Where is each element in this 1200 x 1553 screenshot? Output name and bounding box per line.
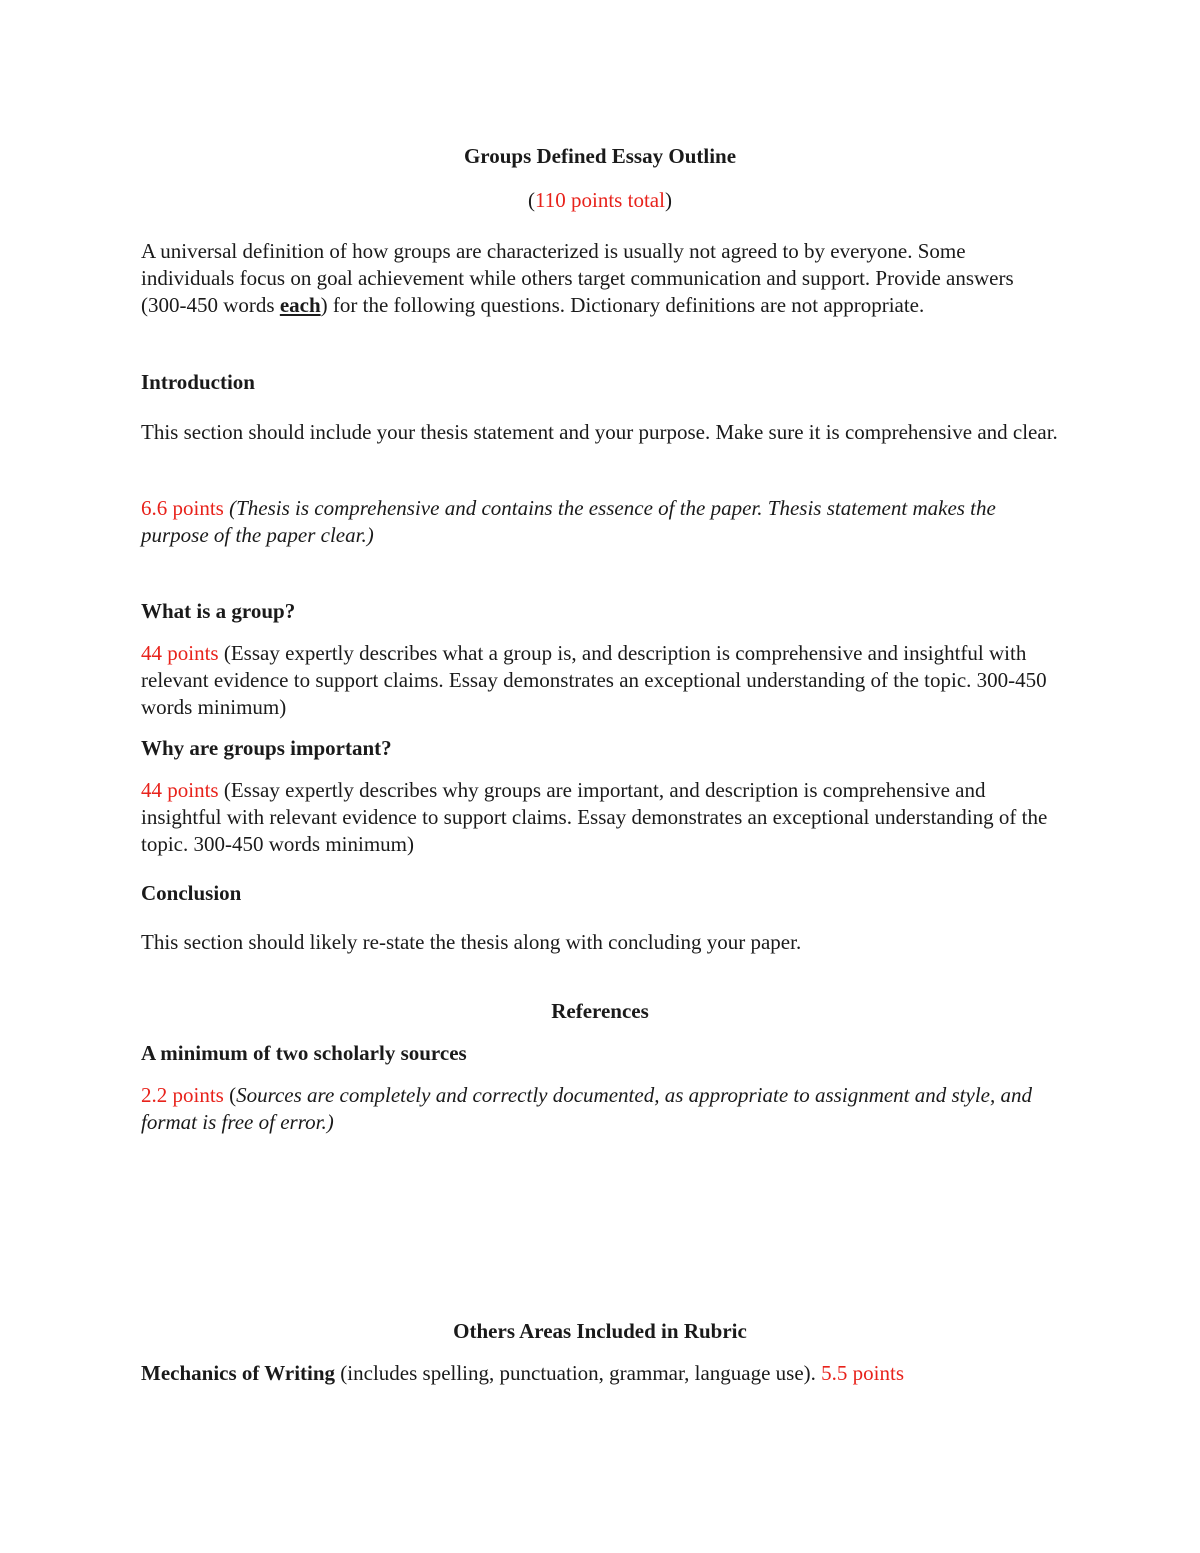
references-subheading: A minimum of two scholarly sources: [141, 1041, 467, 1065]
other-areas-heading: Others Areas Included in Rubric: [453, 1319, 747, 1343]
total-open-paren: (: [528, 188, 536, 212]
intro-paragraph: [141, 238, 1061, 319]
total-points-value: 110 points total: [535, 188, 665, 212]
references-rubric: [141, 1082, 1061, 1136]
references-heading: References: [551, 999, 649, 1023]
conclusion-body: This section should likely re-state the thesis along with concluding your paper.: [141, 930, 802, 954]
mechanics-description: (includes spelling, punctuation, grammar, language use).: [335, 1361, 822, 1385]
references-criteria: Sources are completely and correctly documented, as appropriate to assignment and style, and format is free of error.): [141, 1083, 1032, 1134]
what-is-group-criteria: (Essay expertly describes what a group is, and description is comprehensive and insightful with relevant evidence to support claims. Essay demonstrates an exceptional understanding of the topic. 300-450 words minimum): [141, 641, 1047, 719]
introduction-rubric: [141, 495, 1061, 549]
why-important-heading: Why are groups important?: [141, 736, 392, 760]
total-close-paren: ): [664, 188, 672, 212]
introduction-heading: Introduction: [141, 370, 255, 394]
mechanics-rubric: [141, 1360, 1141, 1387]
total-points: [0, 187, 1200, 214]
mechanics-label: Mechanics of Writing: [141, 1361, 336, 1385]
why-important-points: 44 points: [141, 778, 219, 802]
what-is-group-rubric: [141, 640, 1061, 721]
references-points: 2.2 points: [141, 1083, 224, 1107]
intro-paragraph-text-before: A universal definition of how groups are characterized is usually not agreed to by everyone. Some individuals focus on goal achievement while others target communication and support. Provide answers (300-450 words: [141, 239, 1014, 317]
intro-paragraph-emphasis: each: [279, 293, 321, 317]
what-is-group-heading: What is a group?: [141, 599, 296, 623]
conclusion-heading: Conclusion: [141, 881, 242, 905]
introduction-points: 6.6 points: [141, 496, 224, 520]
introduction-body: This section should include your thesis statement and your purpose. Make sure it is comprehensive and clear.: [141, 420, 1058, 444]
why-important-criteria: (Essay expertly describes why groups are important, and description is comprehensive and insightful with relevant evidence to support claims. Essay demonstrates an exceptional understanding of the topic. 300-450 words minimum): [141, 778, 1048, 856]
mechanics-points: 5.5 points: [821, 1361, 904, 1385]
what-is-group-points: 44 points: [141, 641, 219, 665]
document-title: Groups Defined Essay Outline: [463, 144, 737, 168]
introduction-criteria: (Thesis is comprehensive and contains the essence of the paper. Thesis statement makes the purpose of the paper clear.): [141, 496, 996, 547]
why-important-rubric: [141, 777, 1061, 858]
references-criteria-open: (: [223, 1083, 237, 1107]
intro-paragraph-text-after: ) for the following questions. Dictionary definitions are not appropriate.: [320, 293, 925, 317]
